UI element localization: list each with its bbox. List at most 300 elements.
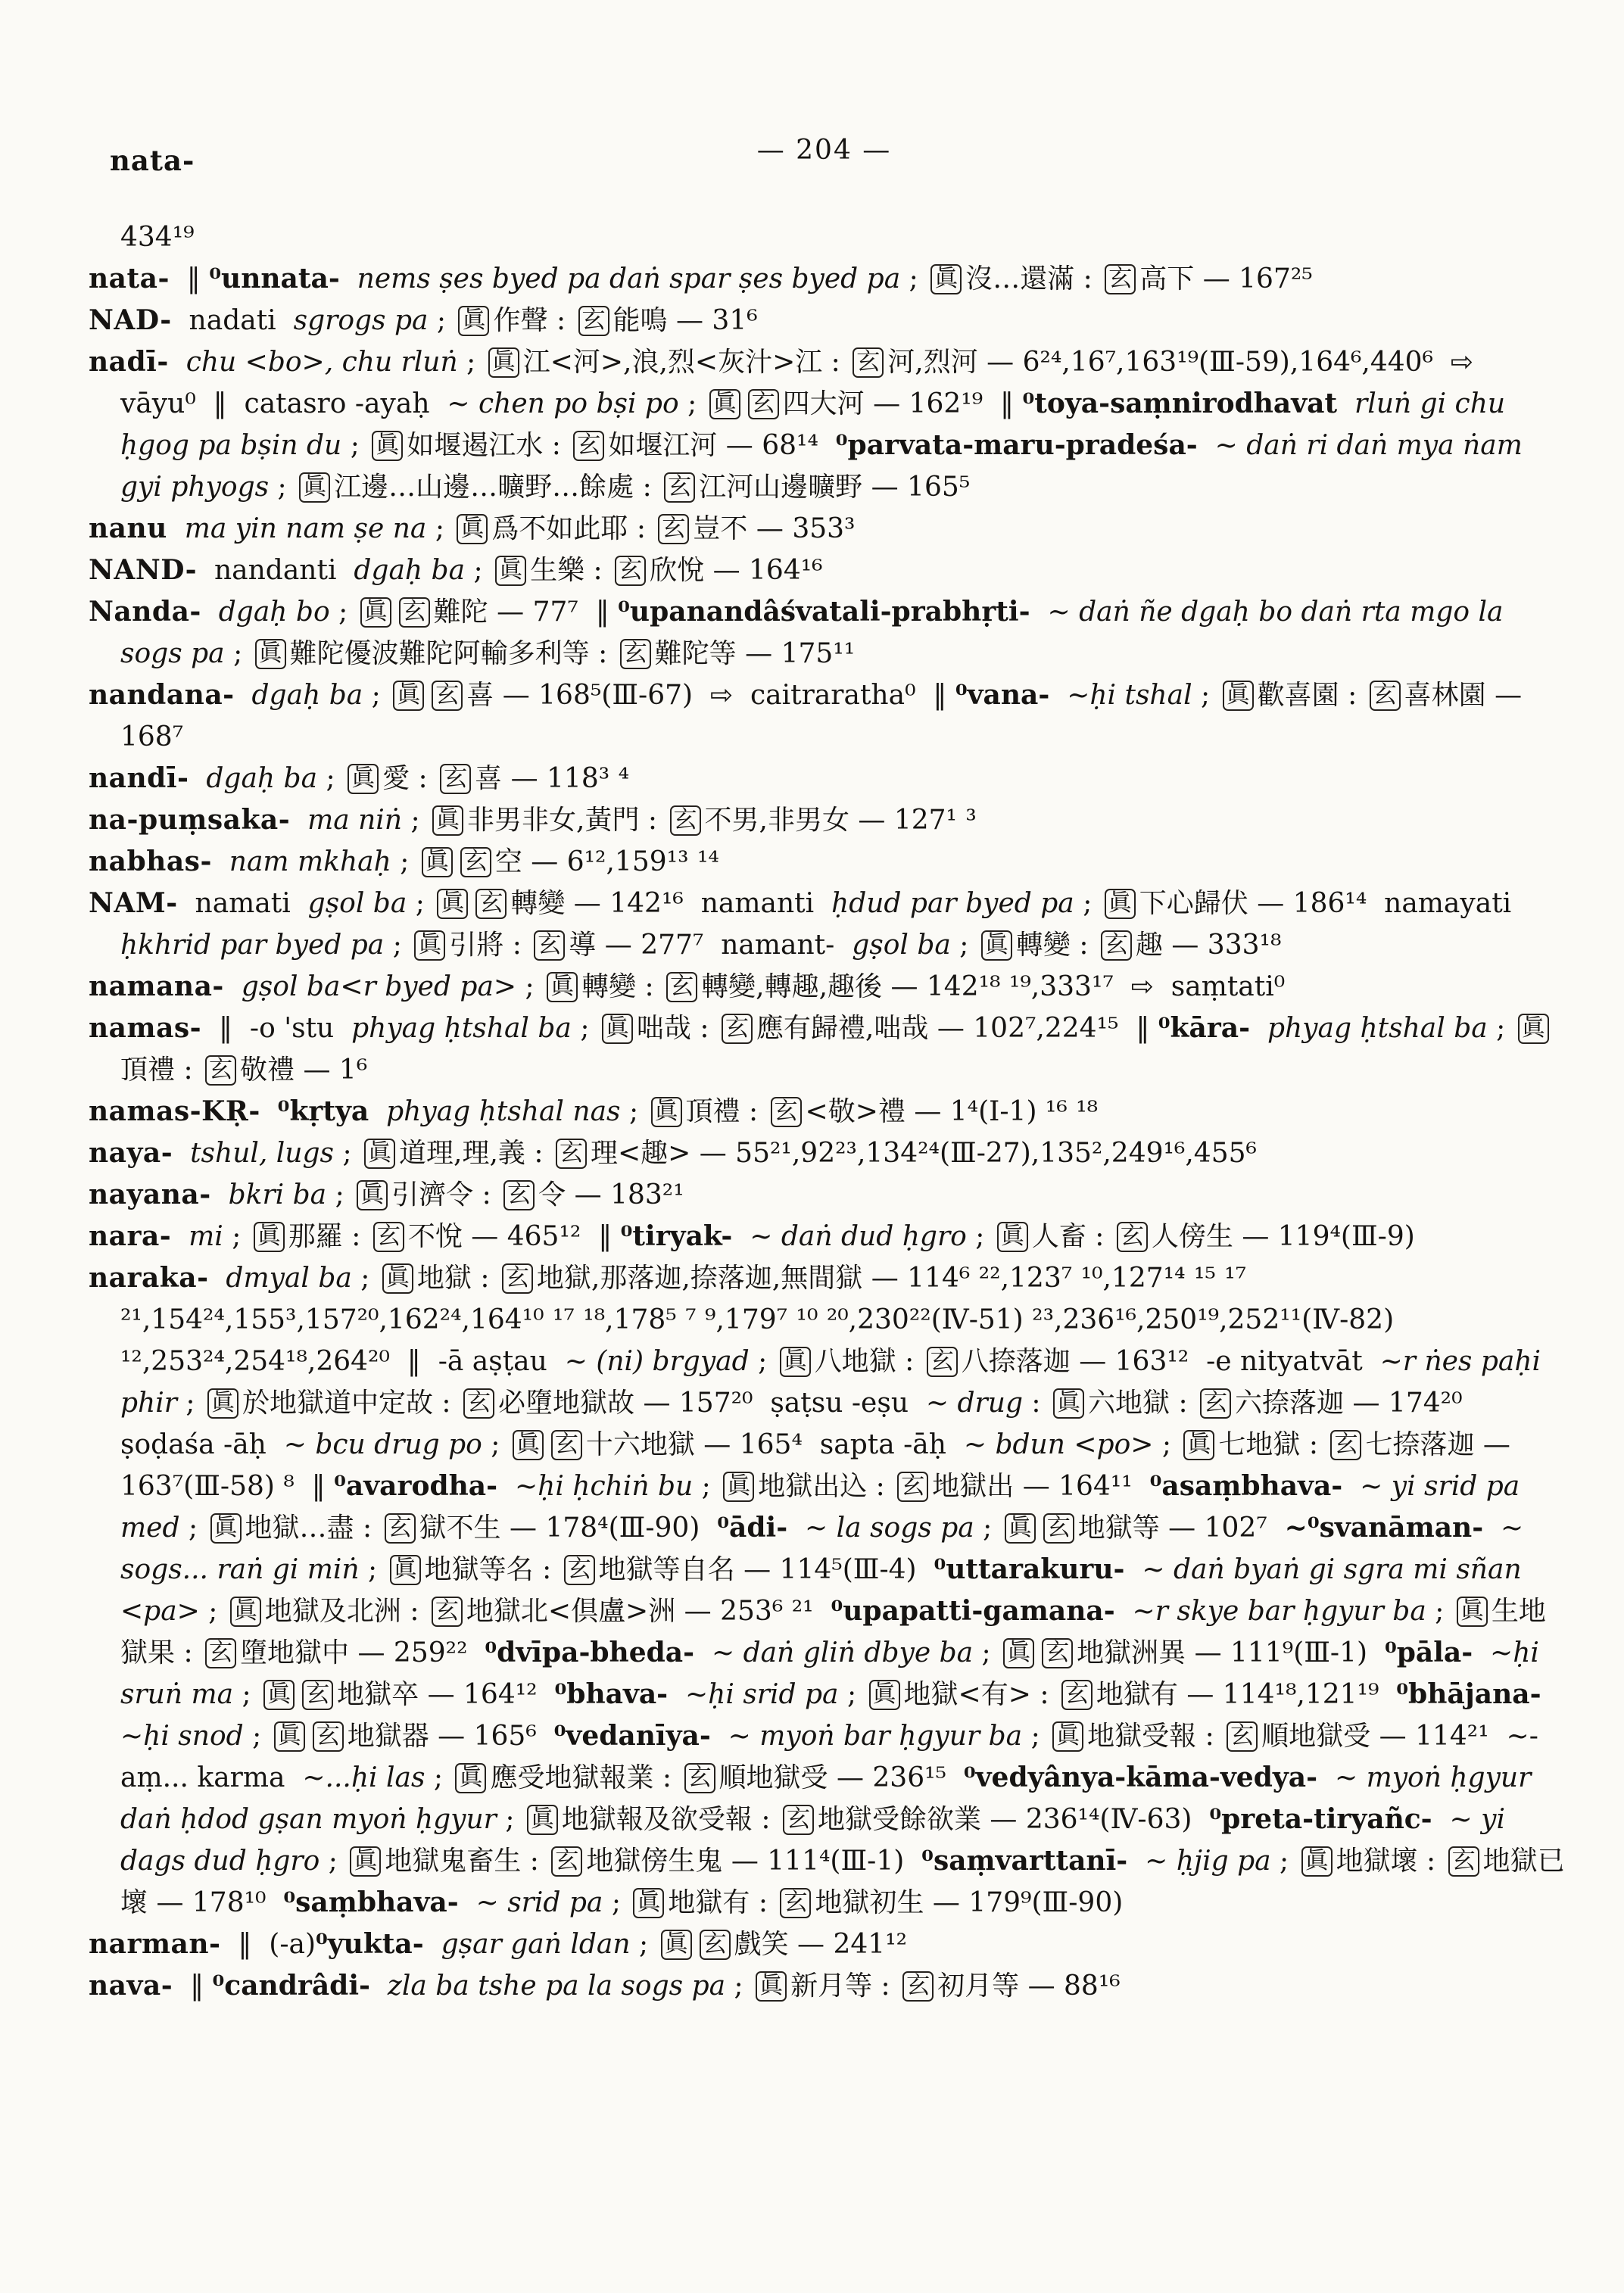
tibetan-text: daṅ dud ḥgro (781, 1221, 967, 1252)
paramartha-marker: 眞 (1223, 681, 1254, 711)
chinese-text: 如堰遏江水 (407, 430, 544, 461)
chinese-text: 喜林園 (1404, 680, 1486, 711)
sanskrit-sublemma: ⁰vedanīya- (553, 1720, 711, 1752)
sanskrit-sublemma: ⁰pāla- (1384, 1637, 1473, 1668)
paramartha-marker: 眞 (350, 1846, 381, 1877)
sanskrit-sublemma: ⁰saṃvarttanī- (921, 1845, 1128, 1877)
sanskrit-text: — 165⁶ (429, 1721, 554, 1752)
sanskrit-text: ; (329, 597, 357, 628)
chinese-text: 喜 (466, 680, 494, 711)
xuanzang-marker: 玄 (897, 1472, 928, 1502)
sanskrit-text: ~ (710, 1721, 760, 1752)
sanskrit-text: — 118³ ⁴ (502, 763, 630, 794)
sanskrit-sublemma: ⁰yukta- (316, 1928, 424, 1960)
chinese-text: 引將 (449, 930, 504, 961)
sanskrit-text: ; (425, 1762, 452, 1793)
sanskrit-text: : (752, 1804, 779, 1835)
sanskrit-text: — 236¹⁴(Ⅳ-63) (980, 1804, 1210, 1835)
paramartha-marker: 眞 (414, 930, 445, 961)
dictionary-entry (89, 966, 1565, 1008)
tibetan-text: phyag ḥtshal ba (1267, 1013, 1488, 1044)
headword: NAM- (89, 887, 178, 919)
page-number: — 204 — (756, 135, 892, 166)
paramartha-marker: 眞 (1105, 889, 1136, 919)
sanskrit-text: — 178¹⁰ (148, 1887, 284, 1918)
sanskrit-text: — 142¹⁸ ¹⁹,333¹⁷ (882, 971, 1131, 1002)
xuanzang-marker: 玄 (385, 1513, 416, 1544)
tibetan-text: ~ḥi ḥchiṅ bu (514, 1471, 694, 1502)
sanskrit-text: : (872, 1971, 899, 2002)
sanskrit-text (1115, 1596, 1133, 1627)
sanskrit-text: ; (900, 263, 927, 294)
sanskrit-text: : (740, 1096, 767, 1127)
chinese-text: 地獄鬼畜生 (385, 1846, 522, 1877)
tibetan-text: daṅ ri daṅ mya ṅam gyi phyogs (120, 430, 1532, 503)
xuanzang-marker: 玄 (927, 1347, 958, 1377)
paramartha-marker: 眞 (360, 597, 391, 628)
chinese-text: 咄哉 (636, 1013, 691, 1044)
sanskrit-text: — 333¹⁸ (1162, 930, 1282, 961)
chinese-text: 六地獄 (1088, 1388, 1170, 1419)
sanskrit-text: : (867, 1471, 894, 1502)
sanskrit-text: : (589, 638, 616, 669)
xuanzang-marker: 玄 (556, 1139, 587, 1169)
sanskrit-text (369, 1096, 386, 1127)
paramartha-marker: 眞 (364, 1139, 395, 1169)
sanskrit-text: — 178⁴(Ⅲ-90) (500, 1513, 718, 1544)
tibetan-text: ḥjig pa (1176, 1846, 1271, 1877)
sanskrit-sublemma: ⁰upapatti-gamana- (831, 1595, 1115, 1627)
chinese-text: 轉變 (510, 888, 566, 919)
headword: NAD- (89, 304, 172, 336)
xuanzang-marker: 玄 (475, 889, 507, 919)
sanskrit-text: : (521, 1846, 548, 1877)
xuanzang-marker: 玄 (440, 764, 471, 794)
tibetan-text: daṅ gliṅ dbye ba (743, 1637, 974, 1668)
sanskrit-text: ; (678, 388, 706, 419)
chinese-text: 新月等 (790, 1971, 873, 2002)
sanskrit-text: : (896, 1346, 923, 1377)
sanskrit-text: — 163⁷(Ⅲ-58) ⁸ ‖ (120, 1429, 1520, 1502)
sanskrit-text: — 119⁴(Ⅲ-9) (1233, 1221, 1415, 1252)
sanskrit-text: ; (359, 1554, 386, 1585)
headword: narman- (89, 1928, 221, 1960)
paramartha-marker: 眞 (1183, 1430, 1214, 1460)
paramartha-marker: 眞 (437, 889, 468, 919)
chinese-text: 理<趣> (590, 1138, 691, 1169)
xuanzang-marker: 玄 (1061, 1680, 1093, 1710)
sanskrit-text: : (401, 1596, 428, 1627)
chinese-text: 引濟令 (391, 1179, 474, 1210)
sanskrit-text: — 236¹⁵ (828, 1762, 964, 1793)
sanskrit-text: : (822, 347, 849, 378)
sanskrit-text: — 164¹² (419, 1679, 555, 1710)
xuanzang-marker: 玄 (853, 347, 884, 378)
headword: namas- (89, 1012, 202, 1044)
sanskrit-text: — 179⁹(Ⅲ-90) (924, 1887, 1124, 1918)
headword: nayana- (89, 1179, 211, 1210)
sanskrit-text: — 157²⁰ ṣaṭsu -eṣu ~ (634, 1388, 958, 1419)
xuanzang-marker: 玄 (666, 972, 697, 1002)
sanskrit-text: ; (233, 1679, 260, 1710)
sanskrit-text: — 114⁶ ²²,123⁷ ¹⁰,127¹⁴ ¹⁵ ¹⁷ ²¹,154²⁴,155³,157²⁰,162²⁴,164¹⁰ ¹⁷ ¹⁸,178⁵ ⁷ ⁹,179⁷ ¹⁰ ²⁰,230²²(Ⅳ-51) ²³,236¹⁶,250¹⁹,252¹¹(Ⅳ-82) ¹²,253²⁴,254¹⁸,264²⁰ ‖ -ā aṣṭau ~ (120, 1263, 1403, 1377)
sanskrit-text: : (1086, 1221, 1113, 1252)
dictionary-entry (89, 1257, 1565, 1924)
chinese-text: 六捺落迦 (1235, 1388, 1345, 1419)
sanskrit-text (201, 597, 219, 628)
sanskrit-text: ~ (1317, 1762, 1367, 1793)
sanskrit-sublemma: ⁰upanandâśvatali-prabhṛti- (618, 596, 1030, 628)
chinese-text: 初月等 (937, 1971, 1020, 2002)
paramartha-marker: 眞 (981, 930, 1012, 961)
chinese-text: <敬>禮 (805, 1096, 906, 1127)
sanskrit-text (235, 680, 252, 711)
xuanzang-marker: 玄 (578, 306, 609, 336)
sanskrit-text: — 168⁵(Ⅲ-67) (494, 680, 710, 711)
chinese-text: 能鳴 (613, 305, 668, 336)
xuanzang-marker: 玄 (502, 1263, 533, 1294)
sanskrit-text: — 114⁵(Ⅲ-4) (734, 1554, 934, 1585)
sanskrit-text (1473, 1637, 1490, 1668)
sanskrit-text (212, 846, 229, 877)
paramartha-marker: 眞 (547, 972, 578, 1002)
sanskrit-sublemma: ⁰vedyânya-kāma-vedya- (963, 1762, 1318, 1793)
tibetan-text: ~ḥi srid pa (685, 1679, 839, 1710)
sanskrit-text: ; (693, 1471, 720, 1502)
tibetan-text: mi (189, 1221, 223, 1252)
chinese-text: 地獄<有> (903, 1679, 1031, 1710)
page-header (89, 135, 1560, 180)
tibetan-text: dgaḥ ba (354, 555, 466, 586)
tibetan-text: ~ḥi tshal (1067, 680, 1192, 711)
sanskrit-sublemma: ⁰ādi- (717, 1512, 788, 1544)
sanskrit-text: ‖ (-a) (220, 1929, 316, 1960)
sanskrit-text: vāyu⁰ ‖ catasro -ayaḥ ~ (120, 347, 1491, 419)
chinese-text: 河,烈河 (887, 347, 978, 378)
sanskrit-text: — 253⁶ ²¹ (675, 1596, 831, 1627)
dictionary-entry (89, 508, 1565, 550)
tibetan-text: bcu drug po (315, 1429, 482, 1460)
sanskrit-text: — 241¹² (788, 1929, 908, 1960)
dictionary-entry (89, 883, 1565, 966)
chinese-text: 難陀 (433, 597, 488, 628)
tibetan-text: rluṅ gi chu ḥgog pa bṣin du (120, 388, 1514, 461)
paramartha-marker: 眞 (527, 1805, 558, 1835)
chinese-text: 地獄卒 (337, 1679, 419, 1710)
sanskrit-text: ; (269, 472, 296, 503)
xuanzang-marker: 玄 (205, 1055, 236, 1086)
xuanzang-marker: 玄 (1200, 1388, 1231, 1419)
sanskrit-sublemma: ⁰parvata-maru-pradeśa- (835, 429, 1198, 461)
chinese-text: 八地獄 (814, 1346, 896, 1377)
xuanzang-marker: 玄 (1043, 1513, 1074, 1544)
chinese-text: 欣悅 (650, 555, 705, 586)
chinese-text: 地獄出込 (758, 1471, 868, 1502)
sanskrit-text: : (175, 1055, 202, 1086)
xuanzang-marker: 玄 (564, 1555, 595, 1585)
sanskrit-sublemma: ⁰vana- (955, 679, 1050, 711)
sanskrit-text: : (533, 1554, 560, 1585)
sanskrit-text: : (1300, 1429, 1327, 1460)
chinese-text: 地獄等名 (424, 1554, 534, 1585)
chinese-text: 空 (494, 846, 522, 877)
sanskrit-text: : (410, 763, 437, 794)
sanskrit-text: ; (571, 1013, 598, 1044)
chinese-text: 於地獄道中定故 (242, 1388, 433, 1419)
tibetan-text: dgaḥ ba (206, 763, 318, 794)
sanskrit-text: ; (1074, 888, 1101, 919)
chinese-text: 如堰江河 (608, 430, 718, 461)
paramartha-marker: 眞 (382, 1263, 413, 1294)
chinese-text: 導 (569, 930, 597, 961)
xuanzang-marker: 玄 (432, 681, 463, 711)
paramartha-marker: 眞 (1052, 1721, 1083, 1752)
headword: nabhas- (89, 846, 212, 877)
chinese-text: 沒…還滿 (965, 263, 1075, 294)
sanskrit-text: ; (341, 430, 369, 461)
chinese-text: 地獄初生 (815, 1887, 924, 1918)
sanskrit-sublemma: ⁰preta-tiryañc- (1209, 1803, 1432, 1835)
paramartha-marker: 眞 (357, 1180, 388, 1210)
sanskrit-text: : (471, 1263, 498, 1294)
xuanzang-marker: 玄 (722, 1014, 753, 1044)
sanskrit-text (189, 763, 206, 794)
xuanzang-marker: 玄 (1042, 1638, 1073, 1668)
sanskrit-text (497, 1471, 515, 1502)
sanskrit-text: — 164¹¹ (1014, 1471, 1150, 1502)
sanskrit-text: : (1196, 1721, 1223, 1752)
sanskrit-text: ; (224, 638, 251, 669)
sanskrit-sublemma: ⁰avarodha- (334, 1470, 498, 1502)
paramartha-marker: 眞 (1005, 1513, 1036, 1544)
paramartha-marker: 眞 (488, 347, 519, 378)
xuanzang-marker: 玄 (551, 1846, 582, 1877)
chinese-text: 八捺落迦 (961, 1346, 1071, 1377)
xuanzang-marker: 玄 (573, 431, 604, 461)
chinese-text: 頂禮 (120, 1055, 176, 1086)
chinese-text: 地獄北<倶盧>洲 (466, 1596, 676, 1627)
xuanzang-marker: 玄 (432, 1597, 463, 1627)
dictionary-entry (89, 1174, 1565, 1216)
sanskrit-text: ; (1022, 1721, 1049, 1752)
paramartha-marker: 眞 (1003, 1638, 1034, 1668)
chinese-text: 地獄已壞 (120, 1846, 1565, 1918)
sanskrit-text: ~ (694, 1637, 743, 1668)
dictionary-entry (89, 258, 1565, 300)
sanskrit-text: — 111⁹(Ⅲ-1) (1186, 1637, 1385, 1668)
headword: nata- (89, 263, 170, 294)
sanskrit-sublemma: ⁰bhava- (554, 1678, 669, 1710)
tibetan-text: bkri ba (228, 1179, 327, 1210)
dictionary-entry (89, 1132, 1565, 1174)
sanskrit-text: ; (725, 1971, 753, 2002)
xuanzang-marker: 玄 (463, 1388, 494, 1419)
sanskrit-text: ; (402, 805, 429, 836)
chinese-text: 必墮地獄故 (498, 1388, 635, 1419)
sanskrit-text: ; (1153, 1429, 1180, 1460)
sanskrit-text: ; (334, 1138, 361, 1169)
chinese-text: 令 (538, 1179, 566, 1210)
sanskrit-text (424, 1929, 441, 1960)
sanskrit-text: ~ (1197, 430, 1247, 461)
sanskrit-text: ; (351, 1263, 379, 1294)
chinese-text: 江邊…山邊…曠野…餘處 (334, 472, 634, 503)
sanskrit-text: : (1030, 1679, 1058, 1710)
tibetan-text: myoṅ ḥgyur daṅ ḥdod gṣan myoṅ ḥgyur (120, 1762, 1540, 1835)
sanskrit-sublemma: ⁰candrâdi- (212, 1970, 370, 2002)
tibetan-text: srid pa (507, 1887, 603, 1918)
tibetan-text: bdun <po> (995, 1429, 1154, 1460)
sanskrit-text: namati (177, 888, 308, 919)
tibetan-text: sogs... raṅ gi miṅ (120, 1554, 360, 1585)
xuanzang-marker: 玄 (302, 1680, 333, 1710)
sanskrit-text: ; (1487, 1013, 1514, 1044)
paramartha-marker: 眞 (299, 472, 330, 503)
sanskrit-text: ; (603, 1887, 630, 1918)
headword: nandana- (89, 679, 235, 711)
headword: nava- (89, 1970, 173, 2002)
chinese-text: 難陀等 (654, 638, 737, 669)
sanskrit-sublemma: ⁰tiryak- (620, 1220, 733, 1252)
xuanzang-marker: 玄 (1101, 930, 1132, 961)
sanskrit-text: — 55²¹,92²³,134²⁴(Ⅲ-27),135²,249¹⁶,455⁶ (690, 1138, 1257, 1169)
chinese-text: 轉變 (581, 971, 637, 1002)
paramartha-marker: 眞 (651, 1097, 682, 1127)
xuanzang-marker: 玄 (460, 847, 491, 877)
chinese-text: 地獄…盡 (245, 1513, 354, 1544)
tibetan-text: drug (957, 1388, 1023, 1419)
paramartha-marker: 眞 (372, 431, 403, 461)
paramartha-marker: 眞 (633, 1888, 664, 1918)
chinese-text: 地獄及北洲 (264, 1596, 401, 1627)
sanskrit-text: nandanti (197, 555, 354, 586)
dictionary-entry (89, 550, 1565, 591)
tibetan-text: nems ṣes byed pa daṅ spar ṣes byed pa (357, 263, 901, 294)
sanskrit-text: ; (966, 1221, 993, 1252)
sanskrit-text: saṃtati⁰ (1153, 971, 1286, 1002)
xuanzang-marker: 玄 (902, 1971, 934, 2002)
paramartha-marker: 眞 (230, 1597, 261, 1627)
sanskrit-text: ; (407, 888, 434, 919)
dictionary-entry (89, 300, 1565, 341)
sanskrit-text: : (1074, 263, 1102, 294)
chinese-text: 爲不如此耶 (491, 513, 628, 544)
sanskrit-text: ; (176, 1388, 204, 1419)
tibetan-text: ~r skye bar ḥgyur ba (1132, 1596, 1426, 1627)
sanskrit-text (224, 971, 242, 1002)
sanskrit-text: : (628, 513, 655, 544)
tibetan-text: dgaḥ bo (218, 597, 330, 628)
sanskrit-text: ~ (732, 1221, 781, 1252)
chinese-text: 墮地獄中 (240, 1637, 350, 1668)
sanskrit-text: ~ (1432, 1804, 1482, 1835)
xuanzang-marker: 玄 (620, 639, 651, 669)
sanskrit-text: ; (179, 1513, 207, 1544)
sanskrit-text: : (634, 472, 661, 503)
sanskrit-sublemma: ⁰dvīpa-bheda- (485, 1637, 695, 1668)
tibetan-text: la sogs pa (836, 1513, 974, 1544)
chinese-text: 地獄等自名 (598, 1554, 735, 1585)
chinese-text: 順地獄受 (1261, 1721, 1371, 1752)
sanskrit-text: — 186¹⁴ namayati (1248, 888, 1529, 919)
chinese-text: 獄不生 (419, 1513, 501, 1544)
sanskrit-text: : (354, 1513, 381, 1544)
paramartha-marker: 眞 (274, 1721, 305, 1752)
headword: NAND- (89, 554, 198, 586)
xuanzang-marker: 玄 (615, 556, 646, 586)
xuanzang-marker: 玄 (658, 514, 689, 544)
sanskrit-text: — 165⁵ (862, 472, 971, 503)
chinese-text: 地獄出 (932, 1471, 1015, 1502)
sanskrit-text (340, 263, 357, 294)
sanskrit-text: — 88¹⁶ (1019, 1971, 1121, 2002)
sanskrit-text: — 68¹⁴ (717, 430, 836, 461)
chinese-text: 四大河 (782, 388, 865, 419)
paramartha-marker: 眞 (1053, 1388, 1084, 1419)
chinese-text: 不悅 (407, 1221, 463, 1252)
chinese-text: 地獄洲異 (1077, 1637, 1186, 1668)
paramartha-marker: 眞 (432, 805, 463, 836)
dictionary-entry (89, 1924, 1565, 1965)
tibetan-text: nam mkhaḥ (229, 846, 391, 877)
sanskrit-text: ~ (787, 1513, 837, 1544)
dictionary-entry (89, 591, 1565, 675)
chinese-text: 十六地獄 (585, 1429, 695, 1460)
sanskrit-text: ‖ (169, 263, 210, 294)
sanskrit-text (167, 513, 185, 544)
sanskrit-sublemma: ⁰kāra- (1158, 1012, 1251, 1044)
paramartha-marker: 眞 (513, 1430, 544, 1460)
chinese-text: 那羅 (288, 1221, 343, 1252)
sanskrit-text (209, 1263, 226, 1294)
sanskrit-text: — 277⁷ namant- (596, 930, 853, 961)
tibetan-text: ḥdud par byed pa (831, 888, 1074, 919)
sanskrit-text: ~ (1127, 1846, 1177, 1877)
paramartha-marker: 眞 (207, 1388, 238, 1419)
chinese-text: 轉變,轉趣,趣後 (701, 971, 883, 1002)
sanskrit-text (171, 1221, 189, 1252)
paramartha-marker: 眞 (455, 1763, 486, 1793)
headword: naraka- (89, 1262, 209, 1294)
chinese-text: 地獄 (416, 1263, 472, 1294)
tibetan-text: gṣol ba (852, 930, 951, 961)
paramartha-marker: 眞 (495, 556, 526, 586)
sanskrit-text: — 465¹² ‖ (462, 1221, 621, 1252)
paramartha-marker: 眞 (254, 1222, 285, 1252)
sanskrit-text: caitraratha⁰ ‖ (733, 680, 955, 711)
chinese-text: 應受地獄報業 (490, 1762, 654, 1793)
paramartha-marker: 眞 (723, 1472, 754, 1502)
sanskrit-text: — 168⁷ (120, 680, 1531, 752)
sanskrit-text (1541, 1679, 1559, 1710)
sanskrit-text (169, 347, 186, 378)
xuanzang-marker: 玄 (748, 389, 779, 419)
sanskrit-sublemma: ⁰unnata- (209, 263, 340, 294)
chinese-text: 地獄受餘欲業 (817, 1804, 981, 1835)
paramartha-marker: 眞 (709, 389, 740, 419)
sanskrit-text: : (503, 930, 531, 961)
sanskrit-sublemma: ⁰bhājana- (1396, 1678, 1541, 1710)
sanskrit-text: : (1417, 1846, 1445, 1877)
sanskrit-text: ‖ (173, 1971, 213, 2002)
sanskrit-text: ; (620, 1096, 647, 1127)
cross-reference-arrow: ⇨ (1450, 347, 1474, 378)
sanskrit-text (1337, 388, 1354, 419)
sanskrit-text: : (1070, 930, 1097, 961)
paramartha-marker: 眞 (348, 764, 379, 794)
paramartha-marker: 眞 (997, 1222, 1028, 1252)
tibetan-text: chen po bṣi po (478, 388, 679, 419)
